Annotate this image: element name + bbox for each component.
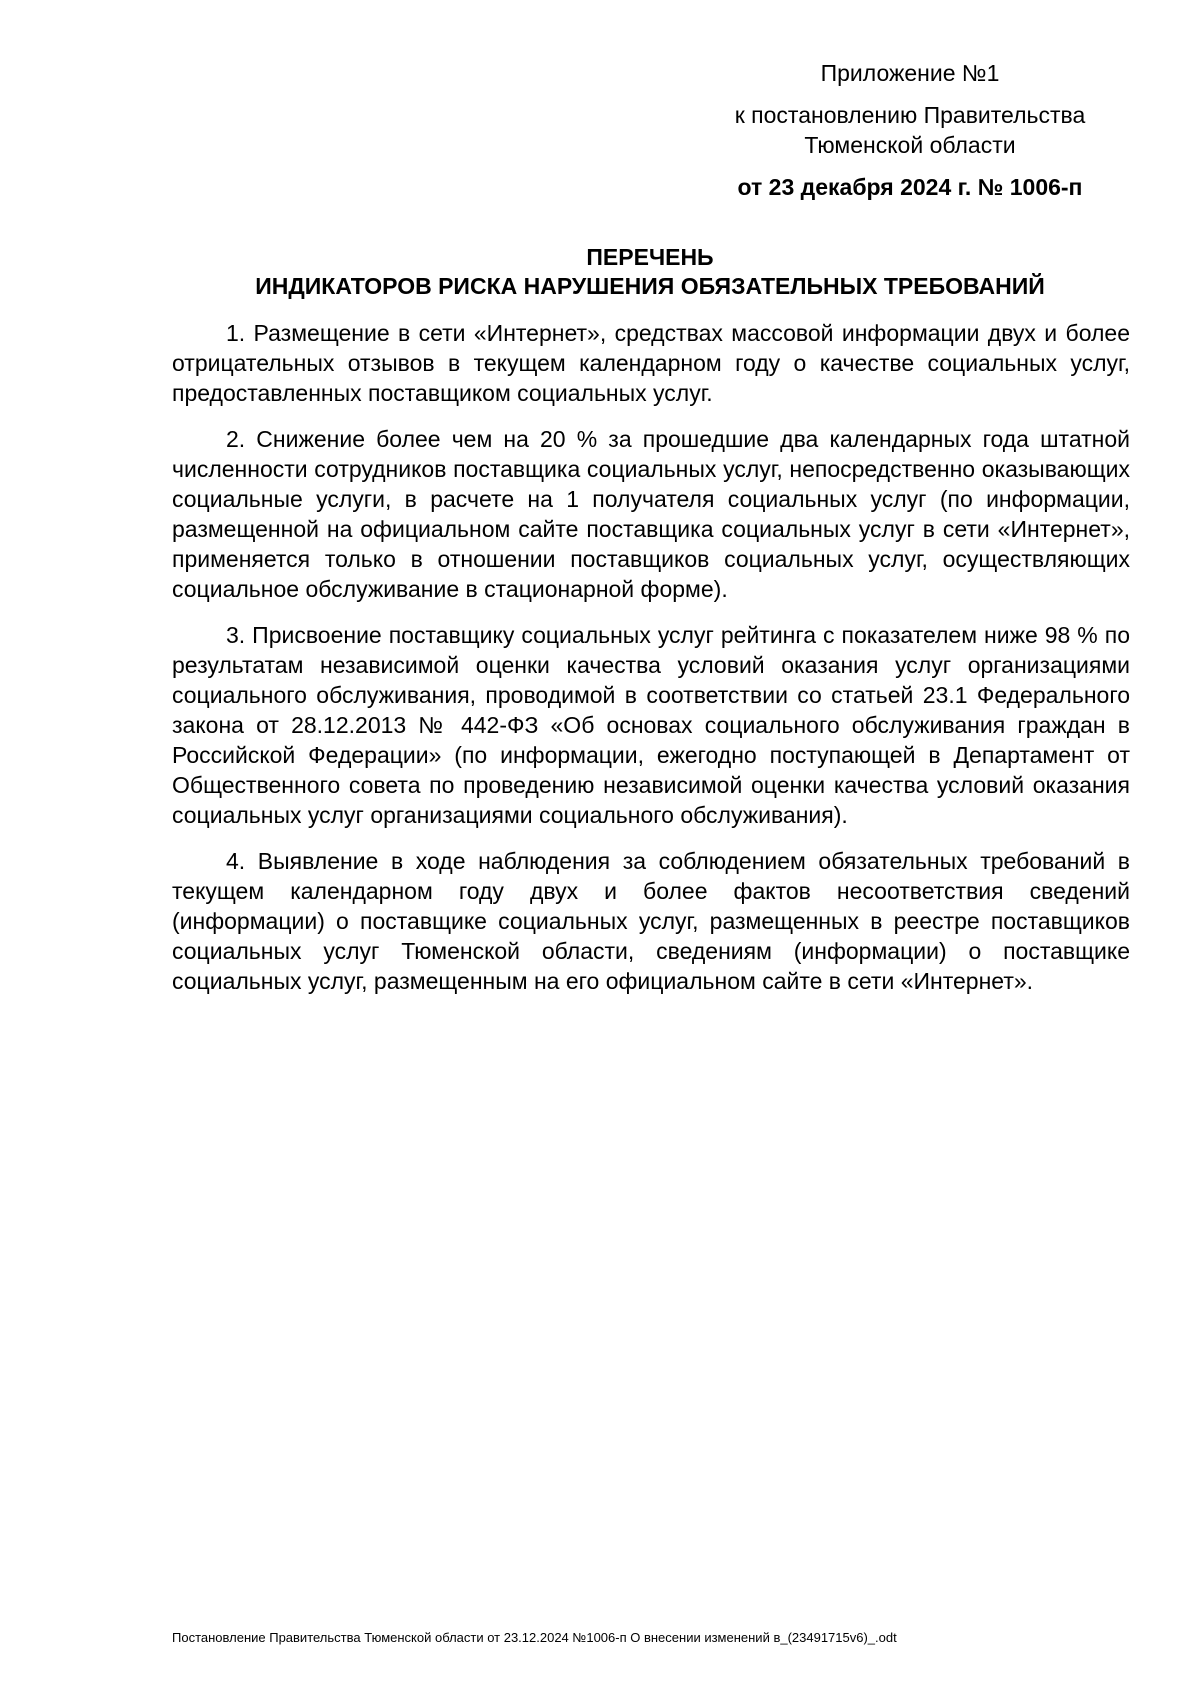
heading-title: ПЕРЕЧЕНЬ (586, 244, 714, 270)
list-item: 4. Выявление в ходе наблюдения за соблюдением обязательных требований в текущем календарном году двух и более фактов несоответствия сведений (информации) о поставщике социальных услуг, размещенных в реестре поставщиков социальных услуг Тюменской области, сведениям (информации) о поставщике социальных услуг, размещенным на его официальном сайте в сети «Интернет». (172, 848, 1130, 994)
document-heading (170, 243, 1130, 301)
appendix-decree-reference: к постановлению Правительства Тюменской области (734, 102, 1086, 158)
heading-subtitle: ИНДИКАТОРОВ РИСКА НАРУШЕНИЯ ОБЯЗАТЕЛЬНЫХ ТРЕБОВАНИЙ (255, 273, 1045, 299)
appendix-decree-date: от 23 декабря 2024 г. № 1006-п (737, 174, 1083, 200)
risk-indicator-list (172, 318, 1130, 1012)
list-item: 3. Присвоение поставщику социальных услуг рейтинга с показателем ниже 98 % по результатам независимой оценки качества условий оказания услуг организациями социального обслуживания, проводимой в соответствии со статьей 23.1 Федерального закона от 28.12.2013 № 442-ФЗ «Об основах социального обслуживания граждан в Российской Федерации» (по информации, ежегодно поступающей в Департамент от Общественного совета по проведению независимой оценки качества условий оказания социальных услуг организациями социального обслуживания). (172, 622, 1130, 828)
list-item: 2. Снижение более чем на 20 % за прошедшие два календарных года штатной численности сотрудников поставщика социальных услуг, непосредственно оказывающих социальные услуги, в расчете на 1 получателя социальных услуг (по информации, размещенной на официальном сайте поставщика социальных услуг в сети «Интернет», применяется только в отношении поставщиков социальных услуг, осуществляющих социальное обслуживание в стационарной форме). (172, 426, 1130, 602)
appendix-title: Приложение №1 (820, 60, 1000, 86)
list-item: 1. Размещение в сети «Интернет», средствах массовой информации двух и более отрицательных отзывов в текущем календарном году о качестве социальных услуг, предоставленных поставщиком социальных услуг. (172, 320, 1130, 406)
page-footer: Постановление Правительства Тюменской области от 23.12.2024 №1006-п О внесении изменений в_(23491715v6)_.odt (172, 1630, 897, 1645)
